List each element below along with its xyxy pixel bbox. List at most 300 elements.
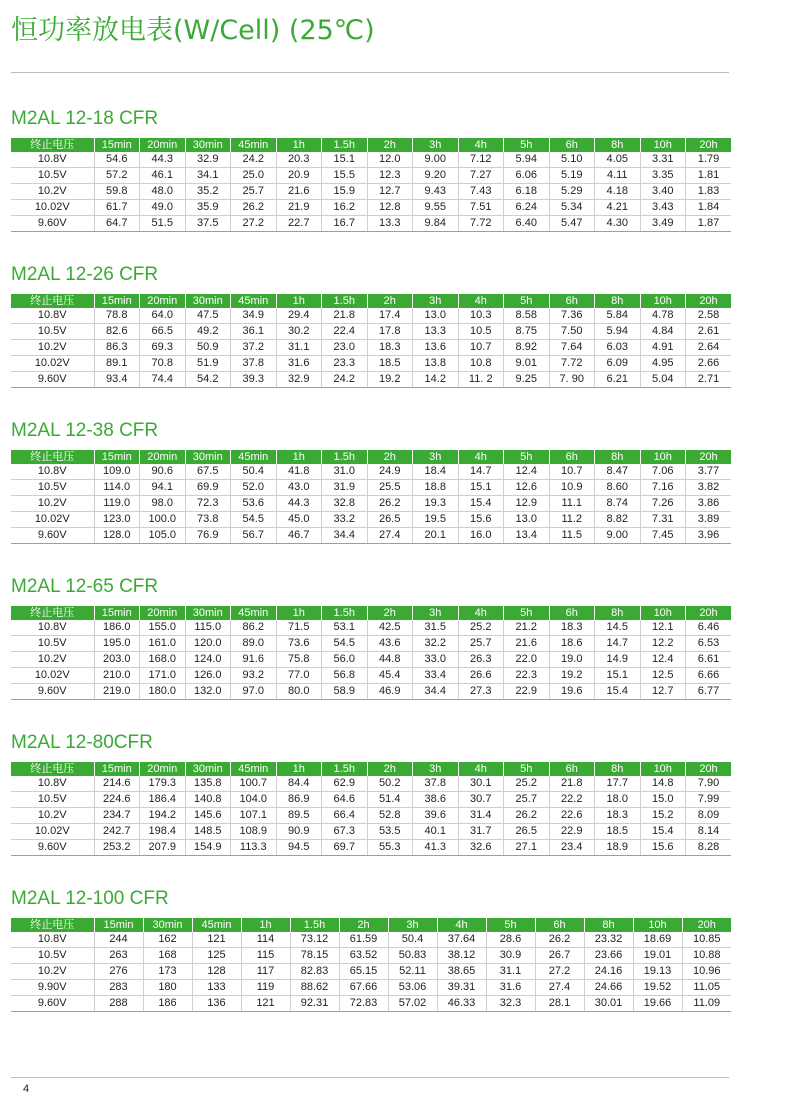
header-duration: 4h bbox=[458, 294, 504, 308]
power-value-cell: 3.40 bbox=[640, 184, 686, 200]
table-row bbox=[11, 356, 731, 372]
cutoff-voltage-cell: 10.2V bbox=[11, 964, 94, 980]
header-duration: 4h bbox=[458, 450, 504, 464]
power-value-cell: 23.4 bbox=[549, 840, 595, 856]
power-value-cell: 46.1 bbox=[140, 168, 186, 184]
power-value-cell: 162 bbox=[143, 932, 192, 948]
power-value-cell: 69.9 bbox=[185, 480, 231, 496]
header-duration: 20min bbox=[140, 762, 186, 776]
power-value-cell: 119 bbox=[241, 980, 290, 996]
table-title: M2AL 12-18 CFR bbox=[11, 108, 159, 129]
power-value-cell: 3.96 bbox=[686, 528, 732, 544]
power-value-cell: 64.6 bbox=[322, 792, 368, 808]
cutoff-voltage-cell: 10.2V bbox=[11, 808, 94, 824]
table-section bbox=[11, 419, 731, 544]
power-value-cell: 17.8 bbox=[367, 324, 413, 340]
header-duration: 10h bbox=[640, 450, 686, 464]
table-row bbox=[11, 464, 731, 480]
power-value-cell: 12.8 bbox=[367, 200, 413, 216]
power-value-cell: 39.3 bbox=[231, 372, 277, 388]
power-value-cell: 12.4 bbox=[640, 652, 686, 668]
power-value-cell: 3.43 bbox=[640, 200, 686, 216]
power-value-cell: 114.0 bbox=[94, 480, 140, 496]
header-duration: 4h bbox=[458, 138, 504, 152]
power-value-cell: 9.55 bbox=[413, 200, 459, 216]
power-value-cell: 32.6 bbox=[458, 840, 504, 856]
power-value-cell: 15.4 bbox=[595, 684, 641, 700]
power-value-cell: 32.9 bbox=[276, 372, 322, 388]
cutoff-voltage-cell: 9.60V bbox=[11, 684, 94, 700]
power-value-cell: 11.09 bbox=[682, 996, 731, 1012]
header-duration: 15min bbox=[94, 138, 140, 152]
table-row bbox=[11, 480, 731, 496]
power-value-cell: 37.8 bbox=[413, 776, 459, 792]
power-value-cell: 26.2 bbox=[504, 808, 550, 824]
power-value-cell: 9.01 bbox=[504, 356, 550, 372]
power-value-cell: 89.1 bbox=[94, 356, 140, 372]
page-title: 恒功率放电表(W/Cell) (25℃) bbox=[11, 15, 375, 46]
power-value-cell: 8.14 bbox=[686, 824, 732, 840]
power-value-cell: 10.8 bbox=[458, 356, 504, 372]
power-value-cell: 8.92 bbox=[504, 340, 550, 356]
power-value-cell: 97.0 bbox=[231, 684, 277, 700]
power-value-cell: 234.7 bbox=[94, 808, 140, 824]
cutoff-voltage-cell: 10.8V bbox=[11, 152, 94, 168]
header-duration: 2h bbox=[367, 294, 413, 308]
power-value-cell: 54.5 bbox=[322, 636, 368, 652]
power-value-cell: 244 bbox=[94, 932, 143, 948]
header-duration: 8h bbox=[595, 294, 641, 308]
power-value-cell: 1.87 bbox=[686, 216, 732, 232]
power-value-cell: 22.9 bbox=[504, 684, 550, 700]
header-duration: 6h bbox=[549, 762, 595, 776]
power-value-cell: 3.49 bbox=[640, 216, 686, 232]
power-value-cell: 11.05 bbox=[682, 980, 731, 996]
power-value-cell: 86.2 bbox=[231, 620, 277, 636]
power-value-cell: 5.10 bbox=[549, 152, 595, 168]
power-value-cell: 31.1 bbox=[276, 340, 322, 356]
power-value-cell: 27.4 bbox=[367, 528, 413, 544]
power-value-cell: 253.2 bbox=[94, 840, 140, 856]
power-value-cell: 1.81 bbox=[686, 168, 732, 184]
power-value-cell: 31.4 bbox=[458, 808, 504, 824]
power-value-cell: 53.6 bbox=[231, 496, 277, 512]
header-duration: 20h bbox=[686, 450, 732, 464]
power-value-cell: 55.3 bbox=[367, 840, 413, 856]
power-value-cell: 89.0 bbox=[231, 636, 277, 652]
power-value-cell: 30.1 bbox=[458, 776, 504, 792]
table-row bbox=[11, 652, 731, 668]
power-value-cell: 41.8 bbox=[276, 464, 322, 480]
header-duration: 20h bbox=[686, 606, 732, 620]
power-value-cell: 27.1 bbox=[504, 840, 550, 856]
header-duration: 30min bbox=[185, 138, 231, 152]
power-value-cell: 6.03 bbox=[595, 340, 641, 356]
power-value-cell: 61.59 bbox=[339, 932, 388, 948]
header-duration: 45min bbox=[231, 606, 277, 620]
table-row bbox=[11, 776, 731, 792]
power-value-cell: 214.6 bbox=[94, 776, 140, 792]
power-value-cell: 23.3 bbox=[322, 356, 368, 372]
power-value-cell: 21.8 bbox=[322, 308, 368, 324]
power-value-cell: 4.95 bbox=[640, 356, 686, 372]
header-duration: 20min bbox=[140, 138, 186, 152]
power-value-cell: 34.1 bbox=[185, 168, 231, 184]
power-value-cell: 78.8 bbox=[94, 308, 140, 324]
power-value-cell: 6.77 bbox=[686, 684, 732, 700]
table-header-row bbox=[11, 294, 731, 308]
power-value-cell: 26.2 bbox=[535, 932, 584, 948]
power-value-cell: 51.9 bbox=[185, 356, 231, 372]
header-duration: 1.5h bbox=[290, 918, 339, 932]
power-value-cell: 8.09 bbox=[686, 808, 732, 824]
power-value-cell: 90.9 bbox=[276, 824, 322, 840]
power-value-cell: 8.60 bbox=[595, 480, 641, 496]
power-value-cell: 171.0 bbox=[140, 668, 186, 684]
power-value-cell: 23.0 bbox=[322, 340, 368, 356]
header-cutoff-voltage: 终止电压 bbox=[11, 138, 94, 152]
power-value-cell: 19.52 bbox=[633, 980, 682, 996]
power-value-cell: 47.5 bbox=[185, 308, 231, 324]
power-value-cell: 117 bbox=[241, 964, 290, 980]
power-value-cell: 22.2 bbox=[549, 792, 595, 808]
power-value-cell: 6.53 bbox=[686, 636, 732, 652]
power-value-cell: 9.00 bbox=[413, 152, 459, 168]
power-value-cell: 9.25 bbox=[504, 372, 550, 388]
table-row bbox=[11, 840, 731, 856]
header-duration: 10h bbox=[640, 606, 686, 620]
power-value-cell: 140.8 bbox=[185, 792, 231, 808]
header-duration: 1h bbox=[276, 762, 322, 776]
power-value-cell: 57.2 bbox=[94, 168, 140, 184]
cutoff-voltage-cell: 10.2V bbox=[11, 652, 94, 668]
power-value-cell: 2.64 bbox=[686, 340, 732, 356]
cutoff-voltage-cell: 10.8V bbox=[11, 464, 94, 480]
header-duration: 2h bbox=[339, 918, 388, 932]
power-value-cell: 77.0 bbox=[276, 668, 322, 684]
power-value-cell: 15.0 bbox=[640, 792, 686, 808]
power-value-cell: 38.65 bbox=[437, 964, 486, 980]
power-value-cell: 27.4 bbox=[535, 980, 584, 996]
header-duration: 1.5h bbox=[322, 294, 368, 308]
table-row bbox=[11, 808, 731, 824]
header-duration: 30min bbox=[185, 762, 231, 776]
power-value-cell: 32.2 bbox=[413, 636, 459, 652]
power-value-cell: 114 bbox=[241, 932, 290, 948]
power-value-cell: 53.5 bbox=[367, 824, 413, 840]
header-duration: 20h bbox=[682, 918, 731, 932]
power-value-cell: 13.6 bbox=[413, 340, 459, 356]
table-header-row bbox=[11, 606, 731, 620]
power-value-cell: 27.3 bbox=[458, 684, 504, 700]
power-value-cell: 2.71 bbox=[686, 372, 732, 388]
table-header-row bbox=[11, 918, 731, 932]
power-value-cell: 5.29 bbox=[549, 184, 595, 200]
power-value-cell: 56.0 bbox=[322, 652, 368, 668]
power-value-cell: 135.8 bbox=[185, 776, 231, 792]
table-section bbox=[11, 263, 731, 388]
power-value-cell: 32.8 bbox=[322, 496, 368, 512]
power-value-cell: 6.46 bbox=[686, 620, 732, 636]
power-value-cell: 34.4 bbox=[322, 528, 368, 544]
power-value-cell: 31.7 bbox=[458, 824, 504, 840]
header-duration: 15min bbox=[94, 762, 140, 776]
power-value-cell: 59.8 bbox=[94, 184, 140, 200]
power-value-cell: 69.7 bbox=[322, 840, 368, 856]
power-value-cell: 3.86 bbox=[686, 496, 732, 512]
header-duration: 1h bbox=[241, 918, 290, 932]
power-value-cell: 5.04 bbox=[640, 372, 686, 388]
table-section bbox=[11, 575, 731, 700]
power-value-cell: 17.4 bbox=[367, 308, 413, 324]
power-value-cell: 94.5 bbox=[276, 840, 322, 856]
header-duration: 5h bbox=[504, 294, 550, 308]
table-header-row bbox=[11, 138, 731, 152]
power-value-cell: 18.3 bbox=[367, 340, 413, 356]
header-duration: 1h bbox=[276, 294, 322, 308]
power-value-cell: 12.4 bbox=[504, 464, 550, 480]
table-section bbox=[11, 107, 731, 232]
power-value-cell: 27.2 bbox=[535, 964, 584, 980]
table-row bbox=[11, 684, 731, 700]
power-value-cell: 161.0 bbox=[140, 636, 186, 652]
power-value-cell: 33.2 bbox=[322, 512, 368, 528]
power-value-cell: 8.58 bbox=[504, 308, 550, 324]
power-value-cell: 3.31 bbox=[640, 152, 686, 168]
power-value-cell: 38.6 bbox=[413, 792, 459, 808]
power-value-cell: 37.64 bbox=[437, 932, 486, 948]
power-value-cell: 5.19 bbox=[549, 168, 595, 184]
power-value-cell: 28.1 bbox=[535, 996, 584, 1012]
power-value-cell: 23.32 bbox=[584, 932, 633, 948]
power-value-cell: 168 bbox=[143, 948, 192, 964]
power-value-cell: 80.0 bbox=[276, 684, 322, 700]
power-value-cell: 8.82 bbox=[595, 512, 641, 528]
power-value-cell: 93.4 bbox=[94, 372, 140, 388]
power-value-cell: 15.4 bbox=[640, 824, 686, 840]
header-duration: 20min bbox=[140, 606, 186, 620]
cutoff-voltage-cell: 9.90V bbox=[11, 980, 94, 996]
header-duration: 30min bbox=[143, 918, 192, 932]
power-value-cell: 7.72 bbox=[458, 216, 504, 232]
power-value-cell: 16.0 bbox=[458, 528, 504, 544]
cutoff-voltage-cell: 10.8V bbox=[11, 932, 94, 948]
header-duration: 2h bbox=[367, 762, 413, 776]
header-duration: 1.5h bbox=[322, 450, 368, 464]
power-value-cell: 92.31 bbox=[290, 996, 339, 1012]
header-duration: 6h bbox=[549, 606, 595, 620]
power-value-cell: 56.8 bbox=[322, 668, 368, 684]
power-value-cell: 26.7 bbox=[535, 948, 584, 964]
header-duration: 1.5h bbox=[322, 762, 368, 776]
power-value-cell: 7.50 bbox=[549, 324, 595, 340]
header-duration: 8h bbox=[595, 762, 641, 776]
power-value-cell: 52.0 bbox=[231, 480, 277, 496]
header-duration: 8h bbox=[595, 138, 641, 152]
header-cutoff-voltage: 终止电压 bbox=[11, 606, 94, 620]
header-duration: 10h bbox=[640, 294, 686, 308]
cutoff-voltage-cell: 10.02V bbox=[11, 824, 94, 840]
power-value-cell: 25.2 bbox=[458, 620, 504, 636]
power-value-cell: 37.5 bbox=[185, 216, 231, 232]
power-value-cell: 64.0 bbox=[140, 308, 186, 324]
power-value-cell: 48.0 bbox=[140, 184, 186, 200]
power-value-cell: 6.09 bbox=[595, 356, 641, 372]
power-value-cell: 13.0 bbox=[504, 512, 550, 528]
power-value-cell: 22.4 bbox=[322, 324, 368, 340]
power-value-cell: 4.21 bbox=[595, 200, 641, 216]
cutoff-voltage-cell: 9.60V bbox=[11, 372, 94, 388]
power-value-cell: 14.8 bbox=[640, 776, 686, 792]
power-value-cell: 100.7 bbox=[231, 776, 277, 792]
power-value-cell: 5.94 bbox=[595, 324, 641, 340]
power-value-cell: 7.06 bbox=[640, 464, 686, 480]
power-value-cell: 11. 2 bbox=[458, 372, 504, 388]
power-value-cell: 10.9 bbox=[549, 480, 595, 496]
power-value-cell: 10.3 bbox=[458, 308, 504, 324]
table-row bbox=[11, 964, 731, 980]
power-value-cell: 30.2 bbox=[276, 324, 322, 340]
power-value-cell: 107.1 bbox=[231, 808, 277, 824]
power-value-cell: 121 bbox=[241, 996, 290, 1012]
power-value-cell: 88.62 bbox=[290, 980, 339, 996]
power-value-cell: 5.47 bbox=[549, 216, 595, 232]
power-value-cell: 12.5 bbox=[640, 668, 686, 684]
power-value-cell: 45.0 bbox=[276, 512, 322, 528]
power-value-cell: 108.9 bbox=[231, 824, 277, 840]
power-value-cell: 15.4 bbox=[458, 496, 504, 512]
cutoff-voltage-cell: 10.5V bbox=[11, 480, 94, 496]
power-value-cell: 12.7 bbox=[367, 184, 413, 200]
power-value-cell: 26.5 bbox=[504, 824, 550, 840]
header-duration: 1h bbox=[276, 138, 322, 152]
header-duration: 3h bbox=[413, 762, 459, 776]
discharge-table bbox=[11, 138, 731, 232]
power-value-cell: 5.34 bbox=[549, 200, 595, 216]
power-value-cell: 39.6 bbox=[413, 808, 459, 824]
power-value-cell: 46.7 bbox=[276, 528, 322, 544]
power-value-cell: 6.06 bbox=[504, 168, 550, 184]
cutoff-voltage-cell: 10.2V bbox=[11, 184, 94, 200]
power-value-cell: 8.28 bbox=[686, 840, 732, 856]
power-value-cell: 13.3 bbox=[413, 324, 459, 340]
power-value-cell: 98.0 bbox=[140, 496, 186, 512]
power-value-cell: 12.6 bbox=[504, 480, 550, 496]
power-value-cell: 7.26 bbox=[640, 496, 686, 512]
header-duration: 45min bbox=[231, 450, 277, 464]
power-value-cell: 6.66 bbox=[686, 668, 732, 684]
power-value-cell: 67.3 bbox=[322, 824, 368, 840]
header-duration: 20min bbox=[140, 294, 186, 308]
power-value-cell: 125 bbox=[192, 948, 241, 964]
power-value-cell: 19.2 bbox=[367, 372, 413, 388]
power-value-cell: 37.2 bbox=[231, 340, 277, 356]
power-value-cell: 10.96 bbox=[682, 964, 731, 980]
power-value-cell: 17.7 bbox=[595, 776, 641, 792]
power-value-cell: 133 bbox=[192, 980, 241, 996]
header-duration: 5h bbox=[504, 450, 550, 464]
power-value-cell: 16.2 bbox=[322, 200, 368, 216]
power-value-cell: 18.3 bbox=[595, 808, 641, 824]
power-value-cell: 20.9 bbox=[276, 168, 322, 184]
power-value-cell: 14.7 bbox=[595, 636, 641, 652]
power-value-cell: 9.84 bbox=[413, 216, 459, 232]
power-value-cell: 91.6 bbox=[231, 652, 277, 668]
power-value-cell: 15.9 bbox=[322, 184, 368, 200]
power-value-cell: 53.06 bbox=[388, 980, 437, 996]
power-value-cell: 6.24 bbox=[504, 200, 550, 216]
power-value-cell: 66.4 bbox=[322, 808, 368, 824]
power-value-cell: 25.7 bbox=[231, 184, 277, 200]
power-value-cell: 7.99 bbox=[686, 792, 732, 808]
power-value-cell: 22.7 bbox=[276, 216, 322, 232]
power-value-cell: 4.18 bbox=[595, 184, 641, 200]
power-value-cell: 1.84 bbox=[686, 200, 732, 216]
power-value-cell: 30.01 bbox=[584, 996, 633, 1012]
table-title: M2AL 12-100 CFR bbox=[11, 888, 169, 909]
header-duration: 1.5h bbox=[322, 606, 368, 620]
power-value-cell: 18.9 bbox=[595, 840, 641, 856]
power-value-cell: 57.02 bbox=[388, 996, 437, 1012]
cutoff-voltage-cell: 9.60V bbox=[11, 996, 94, 1012]
power-value-cell: 66.5 bbox=[140, 324, 186, 340]
power-value-cell: 56.7 bbox=[231, 528, 277, 544]
header-duration: 3h bbox=[413, 138, 459, 152]
header-duration: 4h bbox=[458, 762, 504, 776]
discharge-table bbox=[11, 762, 731, 856]
cutoff-voltage-cell: 10.8V bbox=[11, 776, 94, 792]
power-value-cell: 15.2 bbox=[640, 808, 686, 824]
power-value-cell: 49.2 bbox=[185, 324, 231, 340]
power-value-cell: 18.8 bbox=[413, 480, 459, 496]
power-value-cell: 20.1 bbox=[413, 528, 459, 544]
power-value-cell: 63.52 bbox=[339, 948, 388, 964]
power-value-cell: 21.2 bbox=[504, 620, 550, 636]
power-value-cell: 7.64 bbox=[549, 340, 595, 356]
table-row bbox=[11, 168, 731, 184]
power-value-cell: 53.1 bbox=[322, 620, 368, 636]
discharge-table bbox=[11, 294, 731, 388]
header-duration: 10h bbox=[640, 138, 686, 152]
power-value-cell: 8.47 bbox=[595, 464, 641, 480]
power-value-cell: 64.7 bbox=[94, 216, 140, 232]
power-value-cell: 21.6 bbox=[276, 184, 322, 200]
power-value-cell: 25.5 bbox=[367, 480, 413, 496]
power-value-cell: 10.7 bbox=[549, 464, 595, 480]
power-value-cell: 11.5 bbox=[549, 528, 595, 544]
power-value-cell: 21.8 bbox=[549, 776, 595, 792]
power-value-cell: 15.6 bbox=[640, 840, 686, 856]
footer-divider bbox=[11, 1077, 729, 1078]
table-row bbox=[11, 372, 731, 388]
power-value-cell: 6.61 bbox=[686, 652, 732, 668]
power-value-cell: 43.0 bbox=[276, 480, 322, 496]
power-value-cell: 22.0 bbox=[504, 652, 550, 668]
cutoff-voltage-cell: 10.02V bbox=[11, 512, 94, 528]
power-value-cell: 168.0 bbox=[140, 652, 186, 668]
power-value-cell: 21.6 bbox=[504, 636, 550, 652]
power-value-cell: 180.0 bbox=[140, 684, 186, 700]
header-duration: 3h bbox=[413, 294, 459, 308]
power-value-cell: 186.0 bbox=[94, 620, 140, 636]
table-row bbox=[11, 824, 731, 840]
power-value-cell: 15.6 bbox=[458, 512, 504, 528]
power-value-cell: 62.9 bbox=[322, 776, 368, 792]
power-value-cell: 7.90 bbox=[686, 776, 732, 792]
power-value-cell: 19.66 bbox=[633, 996, 682, 1012]
power-value-cell: 34.4 bbox=[413, 684, 459, 700]
cutoff-voltage-cell: 10.8V bbox=[11, 308, 94, 324]
